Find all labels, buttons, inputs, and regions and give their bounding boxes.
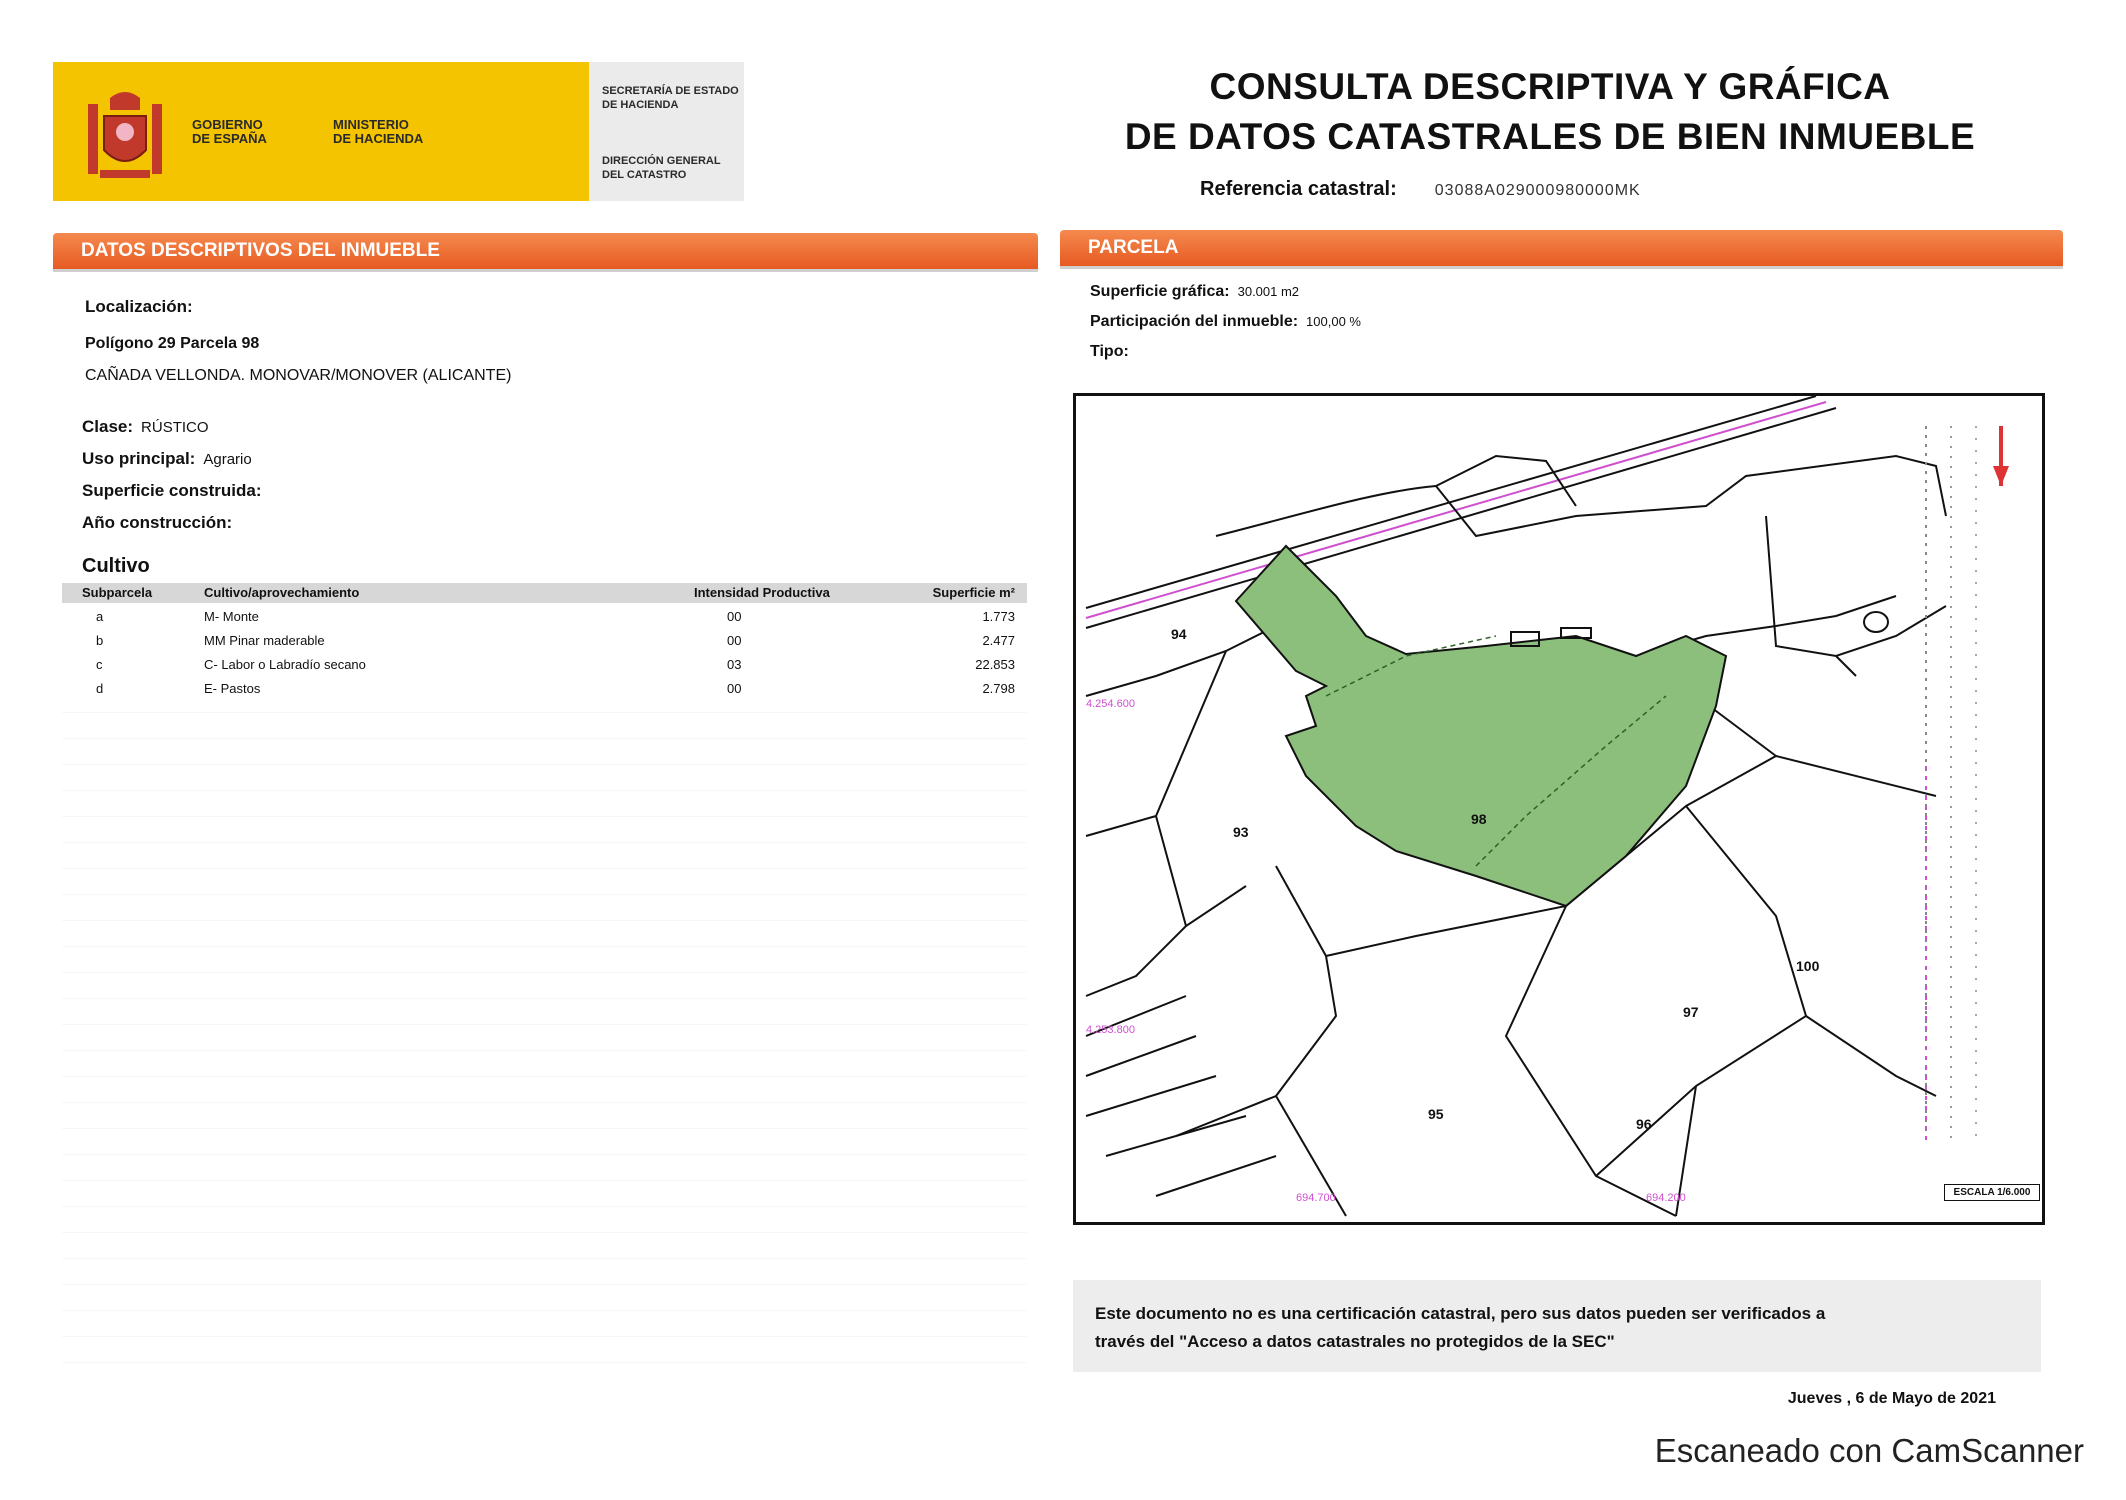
table-row — [62, 607, 1027, 629]
cell-superficie: 2.798 — [982, 681, 1015, 696]
gov-line2: DE ESPAÑA — [192, 131, 267, 146]
cell-superficie: 1.773 — [982, 609, 1015, 624]
parcel-map-drawing — [1076, 396, 2042, 1222]
clase-label: Clase: — [82, 417, 134, 436]
gov-line1: GOBIERNO — [192, 117, 263, 132]
cultivo-label: Cultivo — [82, 555, 150, 577]
map-legend — [1906, 406, 2016, 1186]
plot-number-100: 100 — [1796, 958, 1820, 974]
notice-line1: Este documento no es una certificación catastral, pero sus datos pueden ser verificados a — [1095, 1304, 1826, 1323]
secretaria-label — [602, 84, 739, 112]
superficie-construida-label: Superficie construida: — [82, 481, 262, 500]
scanner-watermark: Escaneado con CamScanner — [1654, 1432, 2084, 1469]
cell-intensidad: 03 — [727, 657, 742, 672]
cell-subparcela: c — [96, 657, 103, 672]
col-subparcela: Subparcela — [82, 585, 153, 600]
parcela-section-header: PARCELA — [1060, 230, 2063, 266]
location-line2: CAÑADA VELLONDA. MONOVAR/MONOVER (ALICANTE) — [85, 367, 512, 384]
gov-label — [192, 118, 267, 146]
table-row — [62, 679, 1027, 701]
cell-superficie: 2.477 — [982, 633, 1015, 648]
col-superficie: Superficie m² — [932, 585, 1015, 600]
plot-number-97: 97 — [1683, 1004, 1699, 1020]
catastro-label — [602, 154, 721, 182]
clase-value: RÚSTICO — [141, 419, 209, 436]
plot-number-94: 94 — [1171, 626, 1187, 642]
document-title-line1: CONSULTA DESCRIPTIVA Y GRÁFICA — [1209, 66, 1891, 107]
ministry-line2: DE HACIENDA — [333, 131, 424, 146]
parcel-map — [1073, 393, 2045, 1225]
cell-intensidad: 00 — [727, 681, 742, 696]
cell-subparcela: b — [96, 633, 104, 648]
plot-number-95: 95 — [1428, 1106, 1444, 1122]
superficie-grafica-value: 30.001 m2 — [1237, 284, 1300, 299]
disclaimer-notice — [1073, 1280, 2041, 1372]
cell-cultivo: C- Labor o Labradío secano — [204, 657, 366, 672]
ref-label: Referencia catastral: — [1200, 178, 1397, 200]
anio-construccion-label: Año construcción: — [82, 513, 233, 532]
uso-row — [82, 449, 252, 469]
coordinate-label: 694.700 — [1296, 1192, 1336, 1204]
blank-ruled-area — [62, 712, 1027, 1372]
plot-number-96: 96 — [1636, 1116, 1652, 1132]
cell-subparcela: a — [96, 609, 104, 624]
document-title-line2: DE DATOS CATASTRALES DE BIEN INMUEBLE — [1124, 116, 1976, 157]
cell-subparcela: d — [96, 681, 104, 696]
participacion-label: Participación del inmueble: — [1090, 313, 1299, 330]
uso-value: Agrario — [203, 451, 252, 468]
cell-cultivo: E- Pastos — [204, 681, 261, 696]
location-label: Localización: — [85, 297, 193, 316]
secretaria-line1: SECRETARÍA DE ESTADO — [602, 85, 739, 97]
plot-number-93: 93 — [1233, 824, 1249, 840]
ministry-line1: MINISTERIO — [333, 117, 409, 132]
ministry-label — [333, 118, 423, 146]
cultivo-table-header — [62, 583, 1027, 603]
notice-line2: través del "Acceso a datos catastrales no protegidos de la SEC" — [1095, 1332, 1615, 1351]
cell-intensidad: 00 — [727, 609, 742, 624]
catastro-line2: DEL CATASTRO — [602, 169, 687, 181]
table-row — [62, 655, 1027, 677]
table-row — [62, 631, 1027, 653]
col-cultivo: Cultivo/aprovechamiento — [204, 585, 360, 600]
cell-cultivo: M- Monte — [204, 609, 259, 624]
issue-date: Jueves , 6 de Mayo de 2021 — [1787, 1390, 1996, 1407]
superficie-grafica-row — [1090, 283, 1299, 301]
map-scale: ESCALA 1/6.000 — [1944, 1184, 2040, 1201]
cell-cultivo: MM Pinar maderable — [204, 633, 325, 648]
superficie-grafica-label: Superficie gráfica: — [1090, 283, 1230, 300]
catastro-line1: DIRECCIÓN GENERAL — [602, 155, 721, 167]
ref-value: 03088A029000980000MK — [1434, 182, 1641, 199]
coordinate-label: 4.254.600 — [1086, 698, 1135, 710]
participacion-row — [1090, 313, 1361, 331]
secretaria-line2: DE HACIENDA — [602, 99, 679, 111]
coordinate-label: 4.253.800 — [1086, 1024, 1135, 1036]
location-line1: Polígono 29 Parcela 98 — [85, 335, 260, 352]
cadastral-reference — [1200, 178, 1641, 201]
coat-of-arms-icon — [80, 86, 170, 186]
clase-row — [82, 417, 209, 437]
col-intensidad: Intensidad Productiva — [694, 585, 830, 600]
cell-intensidad: 00 — [727, 633, 742, 648]
plot-number-98: 98 — [1471, 811, 1487, 827]
uso-label: Uso principal: — [82, 449, 196, 468]
descriptive-section-header: DATOS DESCRIPTIVOS DEL INMUEBLE — [53, 233, 1038, 269]
coordinate-label: 694.200 — [1646, 1192, 1686, 1204]
cell-superficie: 22.853 — [975, 657, 1015, 672]
participacion-value: 100,00 % — [1306, 314, 1361, 329]
tipo-label: Tipo: — [1090, 343, 1129, 360]
